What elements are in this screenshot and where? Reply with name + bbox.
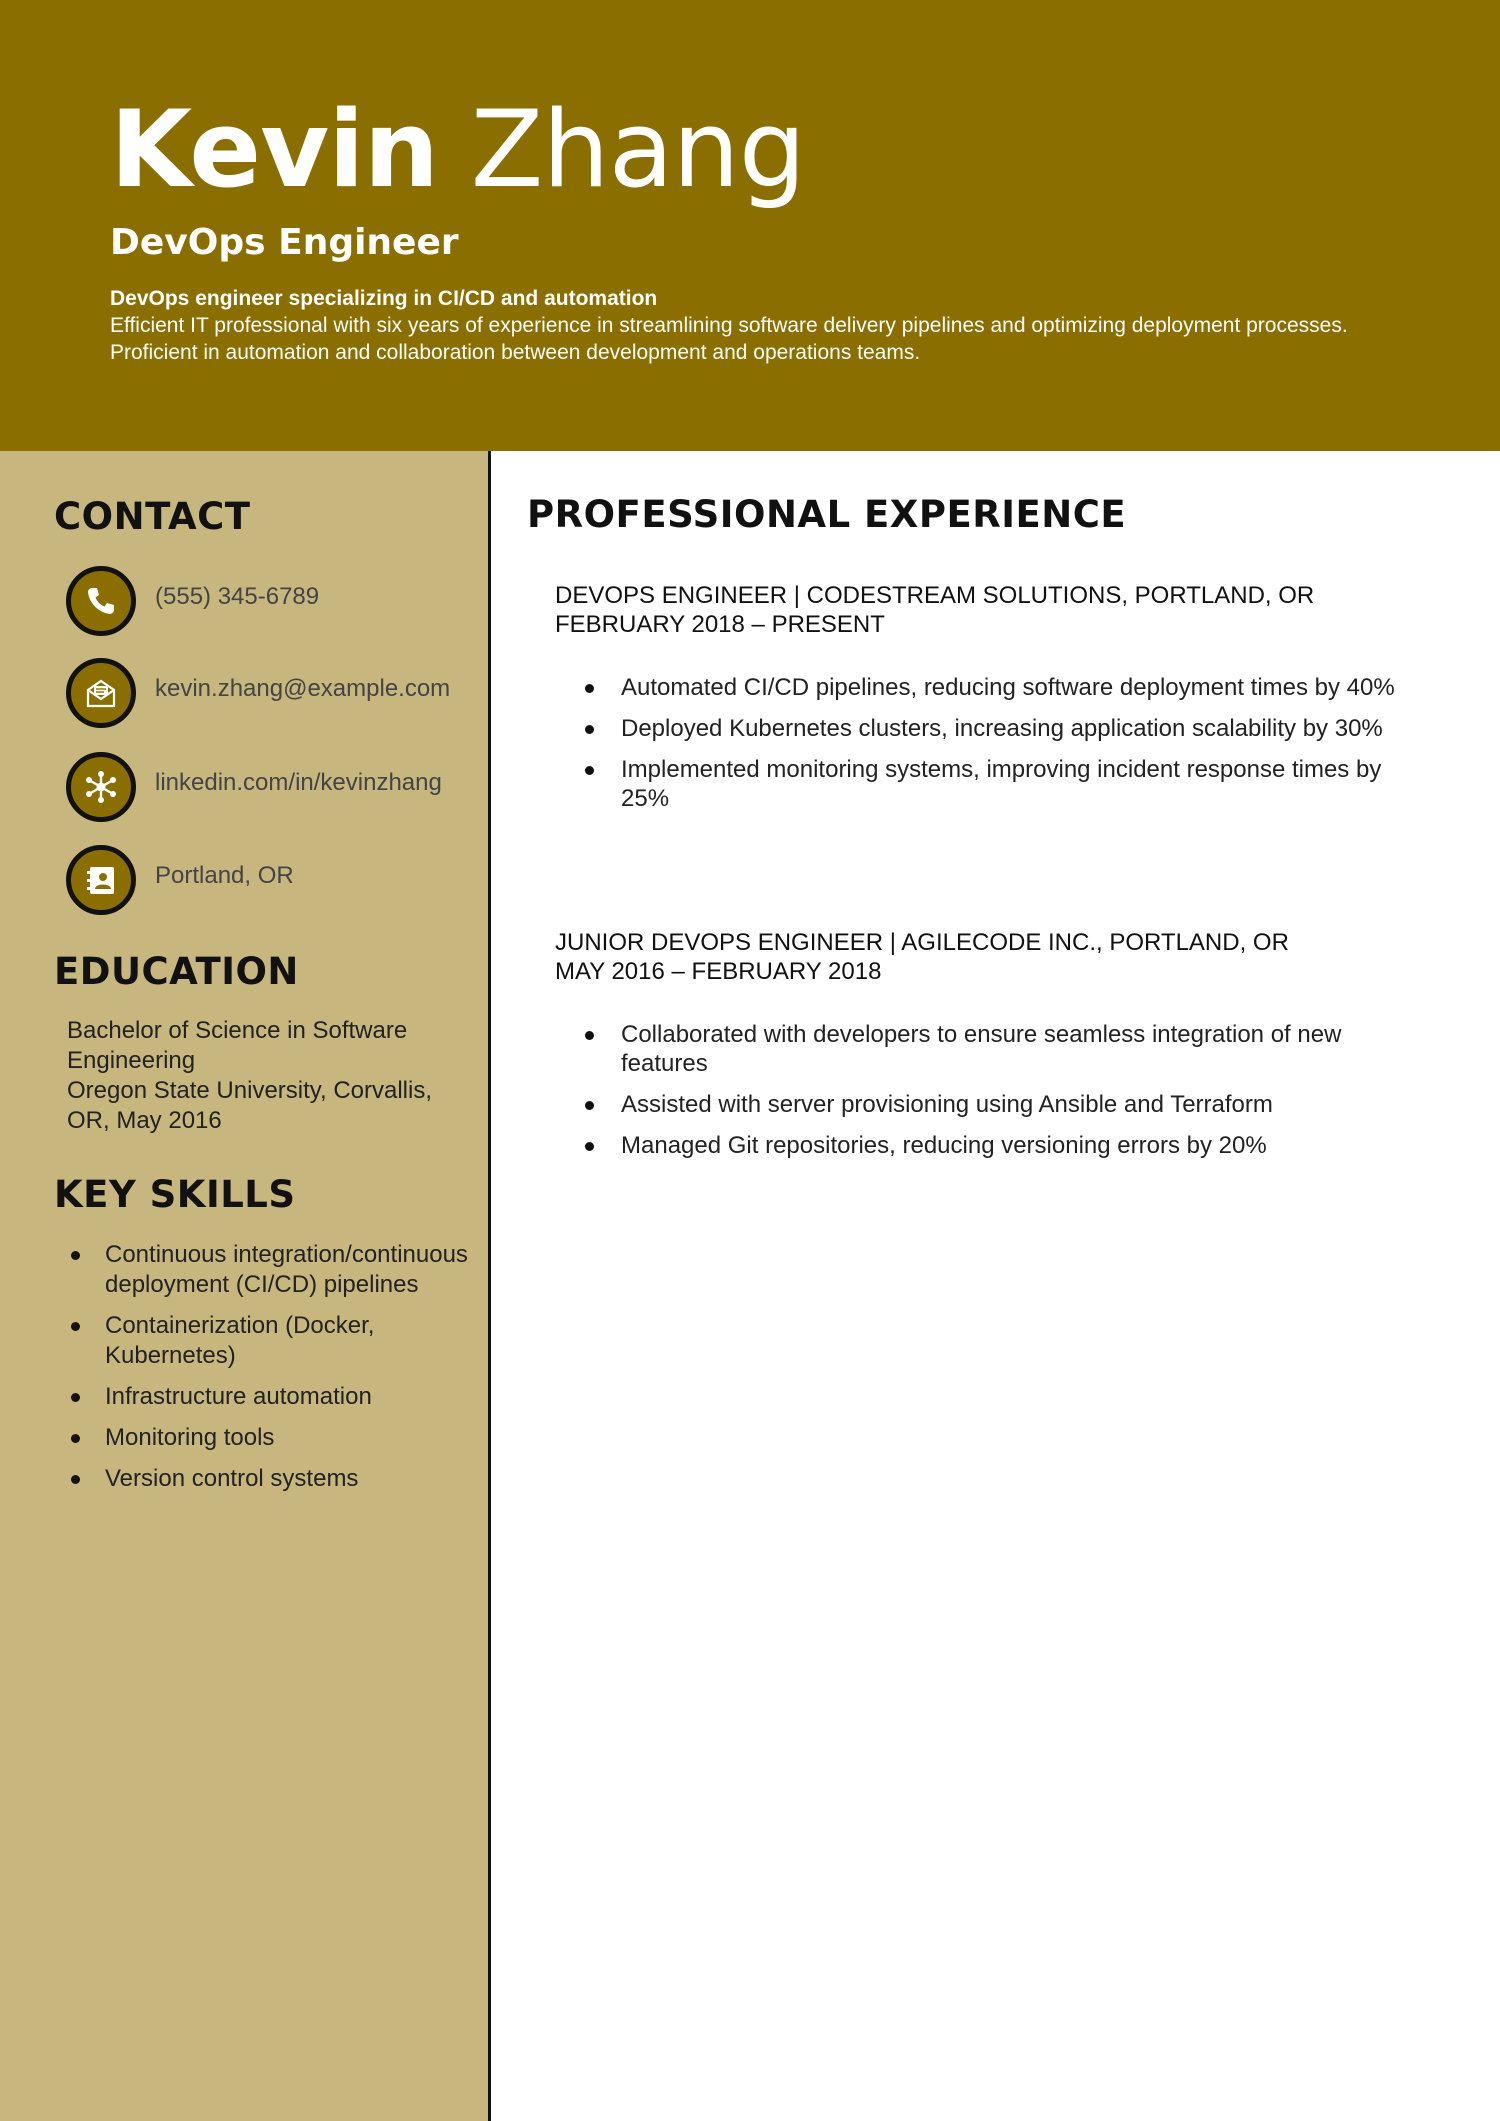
- education-entry: [67, 1016, 477, 1136]
- list-item: Collaborated with developers to ensure seamless integration of new features: [585, 1020, 1405, 1078]
- education-heading: EDUCATION: [54, 950, 299, 993]
- address-book-icon: [66, 845, 136, 915]
- list-item: Monitoring tools: [67, 1423, 477, 1453]
- experience-heading: PROFESSIONAL EXPERIENCE: [527, 493, 1127, 536]
- contact-email: [66, 658, 486, 730]
- network-icon: [66, 752, 136, 822]
- job-title-line: DEVOPS ENGINEER | CODESTREAM SOLUTIONS, PORTLAND, OR: [555, 582, 1315, 609]
- list-item: Implemented monitoring systems, improving incident response times by 25%: [585, 755, 1405, 813]
- email-text: kevin.zhang@example.com: [155, 675, 451, 702]
- phone-icon: [66, 566, 136, 636]
- job-bullets: [585, 1020, 1405, 1172]
- list-item: Continuous integration/continuous deployment (CI/CD) pipelines: [67, 1240, 477, 1300]
- last-name: Zhang: [470, 88, 805, 211]
- tagline: DevOps engineer specializing in CI/CD and automation: [110, 287, 658, 310]
- first-name: Kevin: [110, 88, 439, 211]
- contact-heading: CONTACT: [54, 495, 251, 538]
- job-dates: FEBRUARY 2018 – PRESENT: [555, 611, 885, 638]
- job-title: DevOps Engineer: [110, 222, 459, 263]
- list-item: Managed Git repositories, reducing versioning errors by 20%: [585, 1131, 1405, 1160]
- contact-linkedin: [66, 752, 486, 824]
- summary: Efficient IT professional with six years of experience in streamlining software delivery pipelines and optimizing deployment processes. Proficient in automation and collaboration between development and operations teams.: [110, 314, 1348, 364]
- list-item: Assisted with server provisioning using Ansible and Terraform: [585, 1090, 1405, 1119]
- list-item: Infrastructure automation: [67, 1382, 477, 1412]
- job-entry: [555, 581, 1455, 812]
- skills-heading: KEY SKILLS: [54, 1173, 296, 1216]
- contact-phone: [66, 566, 486, 638]
- column-divider: [488, 451, 491, 2121]
- list-item: Deployed Kubernetes clusters, increasing application scalability by 30%: [585, 714, 1405, 743]
- candidate-name: [110, 88, 805, 212]
- location-text: Portland, OR: [155, 862, 294, 889]
- header-banner: [0, 0, 1500, 451]
- list-item: Containerization (Docker, Kubernetes): [67, 1311, 477, 1371]
- list-item: Version control systems: [67, 1464, 477, 1494]
- list-item: Automated CI/CD pipelines, reducing software deployment times by 40%: [585, 673, 1405, 702]
- job-title-line: JUNIOR DEVOPS ENGINEER | AGILECODE INC., PORTLAND, OR: [555, 929, 1289, 956]
- contact-location: [66, 845, 486, 917]
- phone-text: (555) 345-6789: [155, 583, 320, 610]
- degree: Bachelor of Science in Software Engineering: [67, 1017, 408, 1074]
- skills-list: [67, 1240, 477, 1505]
- linkedin-text: linkedin.com/in/kevinzhang: [155, 769, 442, 796]
- job-dates: MAY 2016 – FEBRUARY 2018: [555, 958, 882, 985]
- job-bullets: [585, 673, 1405, 825]
- school: Oregon State University, Corvallis, OR, May 2016: [67, 1077, 433, 1134]
- job-entry: [555, 928, 1455, 1159]
- email-icon: [66, 658, 136, 728]
